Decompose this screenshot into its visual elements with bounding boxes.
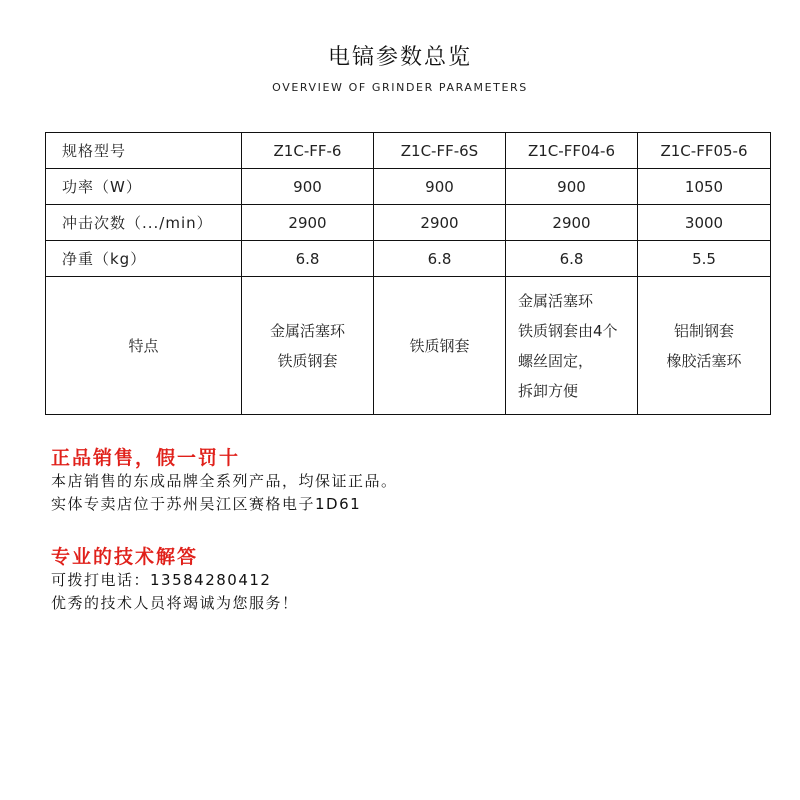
feature-line: 铁质钢套由4个 [518,321,618,340]
page-subtitle: OVERVIEW OF GRINDER PARAMETERS [272,81,528,94]
table-cell: 1050 [638,169,771,205]
table-row [46,205,771,241]
section-line: 实体专卖店位于苏州吴江区赛格电子1D61 [51,495,362,513]
row-label: 净重（kg） [46,241,242,277]
parameters-table [45,132,771,415]
page-title: 电镐参数总览 [327,45,472,70]
section-line: 优秀的技术人员将竭诚为您服务！ [51,594,299,612]
table-header-cell: Z1C-FF04-6 [506,133,638,169]
table-cell: 2900 [374,205,506,241]
feature-cell [242,277,374,415]
features-row [46,277,771,415]
table-cell: 5.5 [638,241,771,277]
section-title: 专业的技术解答 [51,546,199,568]
feature-line: 拆卸方便 [518,381,579,400]
authentic-guarantee-section [51,443,398,516]
feature-line: 铁质钢套 [409,336,470,355]
feature-line: 金属活塞环 [518,291,594,310]
table-cell: 900 [506,169,638,205]
phone-line: 可拨打电话：13584280412 [51,571,272,589]
tech-support-section [51,542,299,615]
feature-cell [374,277,506,415]
table-header-cell: Z1C-FF-6S [374,133,506,169]
table-row [46,241,771,277]
table-cell: 2900 [506,205,638,241]
table-cell: 6.8 [506,241,638,277]
table-cell: 6.8 [242,241,374,277]
row-label: 功率（W） [46,169,242,205]
feature-line: 铝制钢套 [673,321,734,340]
feature-line: 橡胶活塞环 [666,351,742,370]
table-cell: 900 [374,169,506,205]
table-cell: 3000 [638,205,771,241]
table-header-cell: Z1C-FF-6 [242,133,374,169]
feature-cell [506,277,638,415]
table-cell: 900 [242,169,374,205]
row-label: 冲击次数（.../min） [46,205,242,241]
table-header-cell: Z1C-FF05-6 [638,133,771,169]
feature-line: 金属活塞环 [269,321,345,340]
table-header-row [46,133,771,169]
table-row [46,169,771,205]
feature-line: 铁质钢套 [277,351,338,370]
section-line: 本店销售的东成品牌全系列产品，均保证正品。 [51,472,398,490]
feature-cell [638,277,771,415]
row-label: 特点 [46,277,242,415]
table-cell: 6.8 [374,241,506,277]
table-header-cell: 规格型号 [46,133,242,169]
feature-line: 螺丝固定， [518,351,594,370]
table-cell: 2900 [242,205,374,241]
section-title: 正品销售，假一罚十 [51,447,241,469]
